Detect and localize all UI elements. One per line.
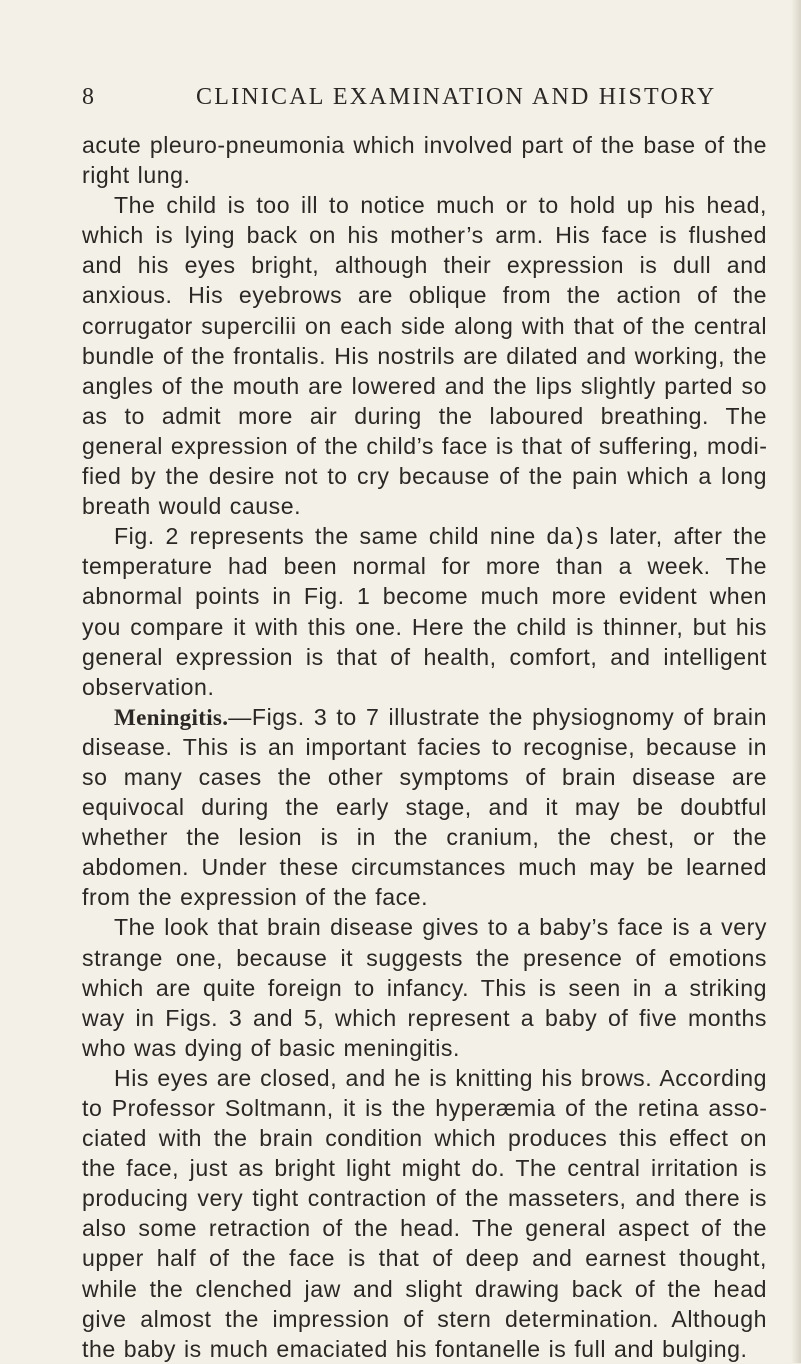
- paragraph-2: The child is too ill to notice much or to hold up his head, which is lying back on his mother’s arm. His face is flushed and his eyes bright, although their expression is dull and anxious. His eyebrows are oblique from the action of the corrugator supercilii on each side along with that of the central bundle of the frontalis. His nostrils are dilated and working, the angles of the mouth are lowered and the lips slightly parted so as to admit more air during the laboured breathing. The general expression of the child’s face is that of suffering, modified by the desire not to cry because of the pain which a long breath would cause.: [82, 192, 767, 520]
- paragraph-4: [82, 702, 767, 913]
- body-text: [82, 130, 767, 1364]
- paragraph-6: His eyes are closed, and he is knitting his brows. According to Professor Soltmann, it is the hyperæmia of the retina associated with the brain condition which produces this effect on the face, just as bright light might do. The central irritation is producing very tight contraction of the masseters, and there is also some retraction of the head. The general aspect of the upper half of the face is that of deep and earnest thought, while the clenched jaw and slight drawing back of the head give almost the impression of stern determination. Although the baby is much emaciated his fontanelle is full and bulging.: [82, 1064, 767, 1362]
- paragraph-4-text: —Figs. 3 to 7 illustrate the physiognomy of brain disease. This is an important facies to recognise, because in so many cases the other symptoms of brain disease are equivocal during the early stage, and it may be doubtful whether the lesion is in the cranium, the chest, or the abdomen. Under these circumstances much may be learned from the expression of the face.: [82, 703, 767, 911]
- paragraph-3: Fig. 2 represents the same child nine da ) s later, after the temperature had been normal for more than a week. The abnormal points in Fig. 1 become much more evident when you compare it with this one. Here the child is thinner, but his general expression is that of health, comfort, and intelligent observation.: [82, 523, 767, 700]
- paragraph-5: The look that brain disease gives to a baby’s face is a very strange one, because it suggests the presence of emotions which are quite foreign to infancy. This is seen in a striking way in Figs. 3 and 5, which represent a baby of five months who was dying of basic meningitis.: [82, 914, 767, 1061]
- page-number: 8: [82, 84, 95, 110]
- section-heading-meningitis: Meningitis.: [114, 703, 229, 730]
- page-header: [0, 84, 801, 124]
- paragraph-1: acute pleuro-pneumonia which involved part of the base of the right lung.: [82, 132, 767, 189]
- page-edge-shadow: [791, 0, 801, 1363]
- running-head: CLINICAL EXAMINATION AND HISTORY: [196, 84, 717, 110]
